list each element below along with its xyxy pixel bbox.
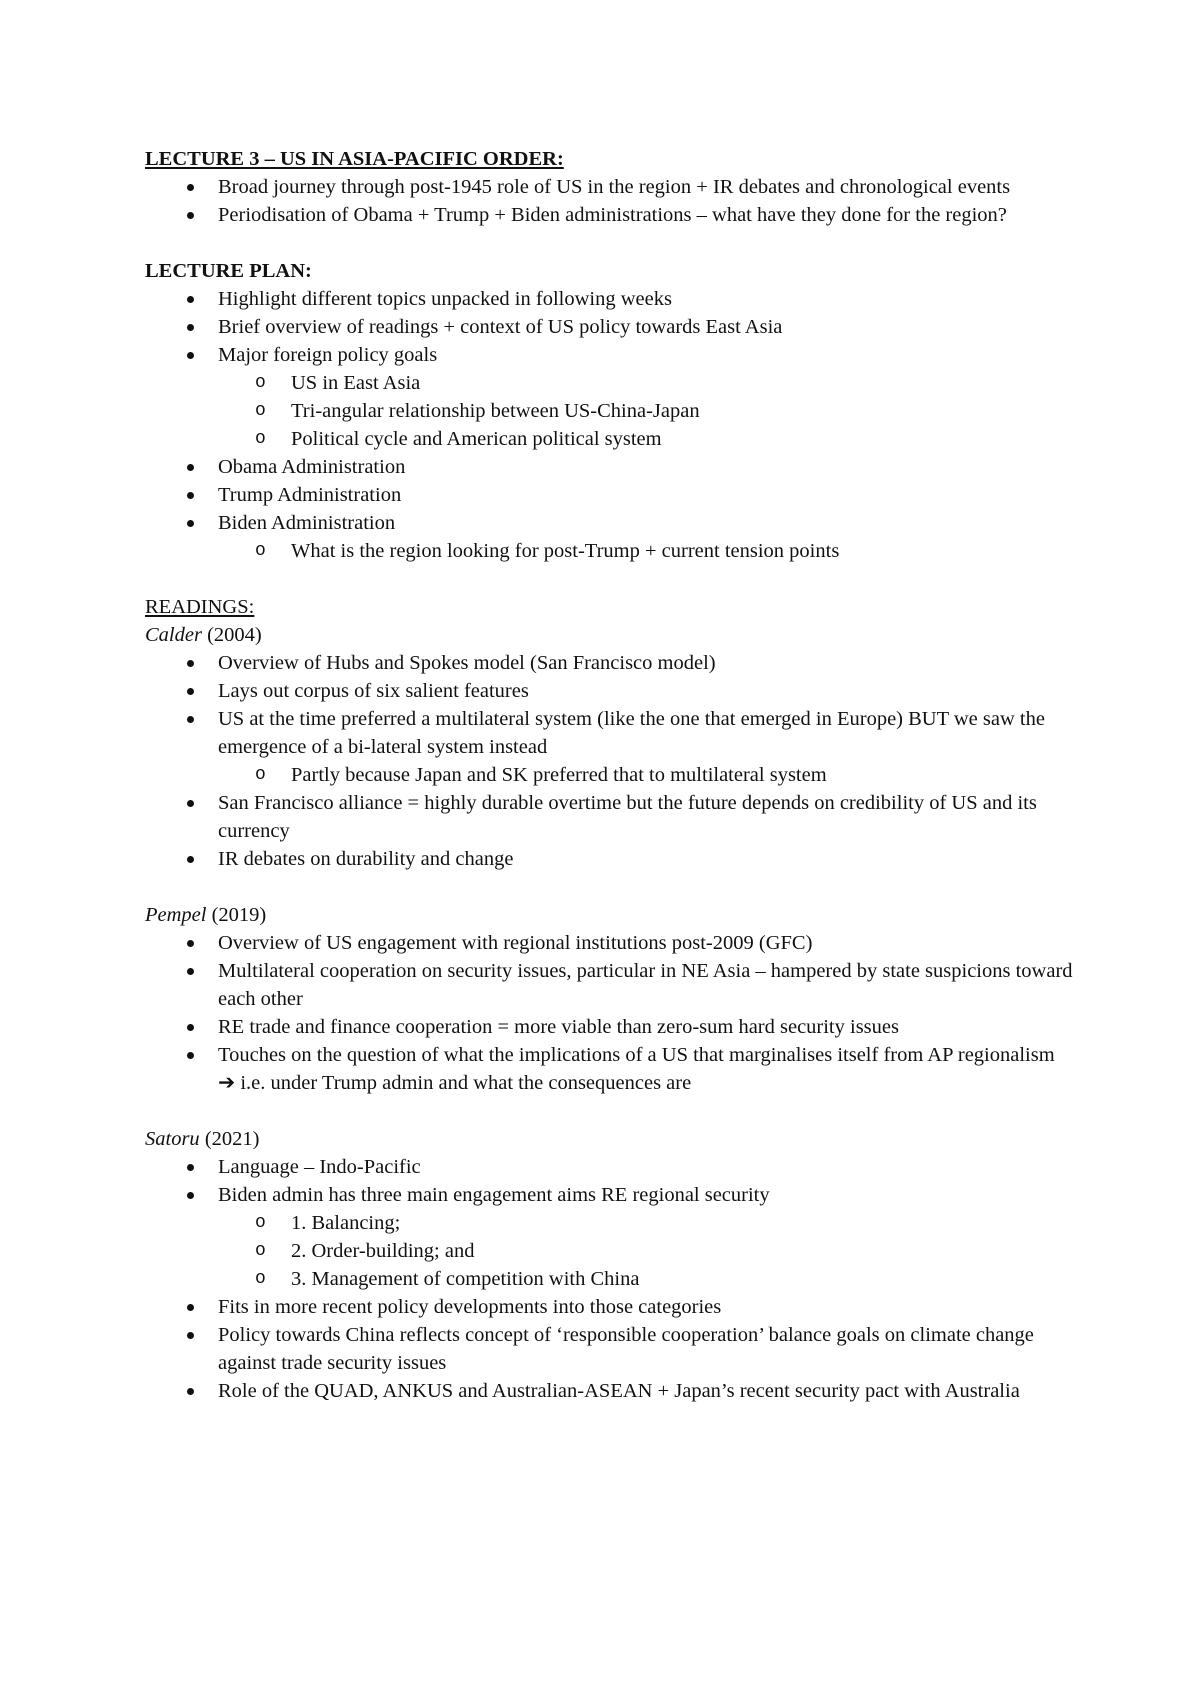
readings-heading: READINGS: [145,596,255,618]
list-item: Lays out corpus of six salient features [145,677,1075,705]
sub-list-item: o 2. Order-building; and [145,1237,1075,1265]
satoru-sub-list [145,1209,1075,1293]
reading-author: Pempel [145,904,207,926]
sub-list-item: o 3. Management of competition with China [145,1265,1075,1293]
list-item-text: Touches on the question of what the implications of a US that marginalises itself from AP regionalism [218,1044,1055,1066]
sub-list-item: o Tri-angular relationship between US-China-Japan [145,397,1075,425]
sub-list-item: o US in East Asia [145,369,1075,397]
reading-reference-pempel [145,901,1075,929]
reading-year: (2004) [201,624,262,646]
list-item: IR debates on durability and change [145,845,1075,873]
sub-list-item: o Partly because Japan and SK preferred that to multilateral system [145,761,1075,789]
reading-reference-calder [145,621,1075,649]
list-item: US at the time preferred a multilateral system (like the one that emerged in Europe) BUT we saw the emergence of a bi-lateral system instead [145,705,1075,761]
sub-list-item: o 1. Balancing; [145,1209,1075,1237]
biden-sub-list [145,537,1075,565]
lecture-title: LECTURE 3 – US IN ASIA-PACIFIC ORDER: [145,148,564,170]
intro-list [145,173,1075,229]
sub-list-item: o Political cycle and American political system [145,425,1075,453]
list-item [145,1041,1075,1097]
calder-list [145,649,1075,873]
document-page [145,145,1075,1405]
list-item: RE trade and finance cooperation = more viable than zero-sum hard security issues [145,1013,1075,1041]
calder-sub-list [145,761,1075,789]
list-item: San Francisco alliance = highly durable overtime but the future depends on credibility of US and its currency [145,789,1075,845]
list-item: Major foreign policy goals [145,341,1075,369]
list-item: Brief overview of readings + context of US policy towards East Asia [145,313,1075,341]
list-item-text: i.e. under Trump admin and what the consequences are [235,1072,692,1094]
lecture-plan-list [145,285,1075,565]
arrow-icon: ➔ [218,1072,236,1094]
list-item: Broad journey through post-1945 role of US in the region + IR debates and chronological events [145,173,1075,201]
satoru-list [145,1153,1075,1405]
list-item: Policy towards China reflects concept of ‘responsible cooperation’ balance goals on climate change against trade security issues [145,1321,1075,1377]
list-item: Overview of US engagement with regional institutions post-2009 (GFC) [145,929,1075,957]
sub-list-wrapper [145,537,1075,565]
reading-reference-satoru [145,1125,1075,1153]
list-item: Highlight different topics unpacked in following weeks [145,285,1075,313]
sub-list-wrapper [145,1209,1075,1293]
list-item: Overview of Hubs and Spokes model (San Francisco model) [145,649,1075,677]
list-item: Obama Administration [145,453,1075,481]
list-item: Role of the QUAD, ANKUS and Australian-ASEAN + Japan’s recent security pact with Australia [145,1377,1075,1405]
goals-sub-list [145,369,1075,453]
reading-year: (2019) [206,904,267,926]
list-item: Periodisation of Obama + Trump + Biden administrations – what have they done for the region? [145,201,1075,229]
sub-list-wrapper [145,761,1075,789]
sub-list-wrapper [145,369,1075,453]
list-item: Fits in more recent policy developments into those categories [145,1293,1075,1321]
pempel-list [145,929,1075,1097]
list-item: Multilateral cooperation on security issues, particular in NE Asia – hampered by state suspicions toward each other [145,957,1075,1013]
reading-author: Calder [145,624,202,646]
lecture-plan-heading: LECTURE PLAN: [145,260,312,282]
list-item: Trump Administration [145,481,1075,509]
list-item: Biden admin has three main engagement aims RE regional security [145,1181,1075,1209]
reading-author: Satoru [145,1128,200,1150]
reading-year: (2021) [199,1128,260,1150]
sub-list-item: o What is the region looking for post-Trump + current tension points [145,537,1075,565]
list-item: Biden Administration [145,509,1075,537]
list-item: Language – Indo-Pacific [145,1153,1075,1181]
